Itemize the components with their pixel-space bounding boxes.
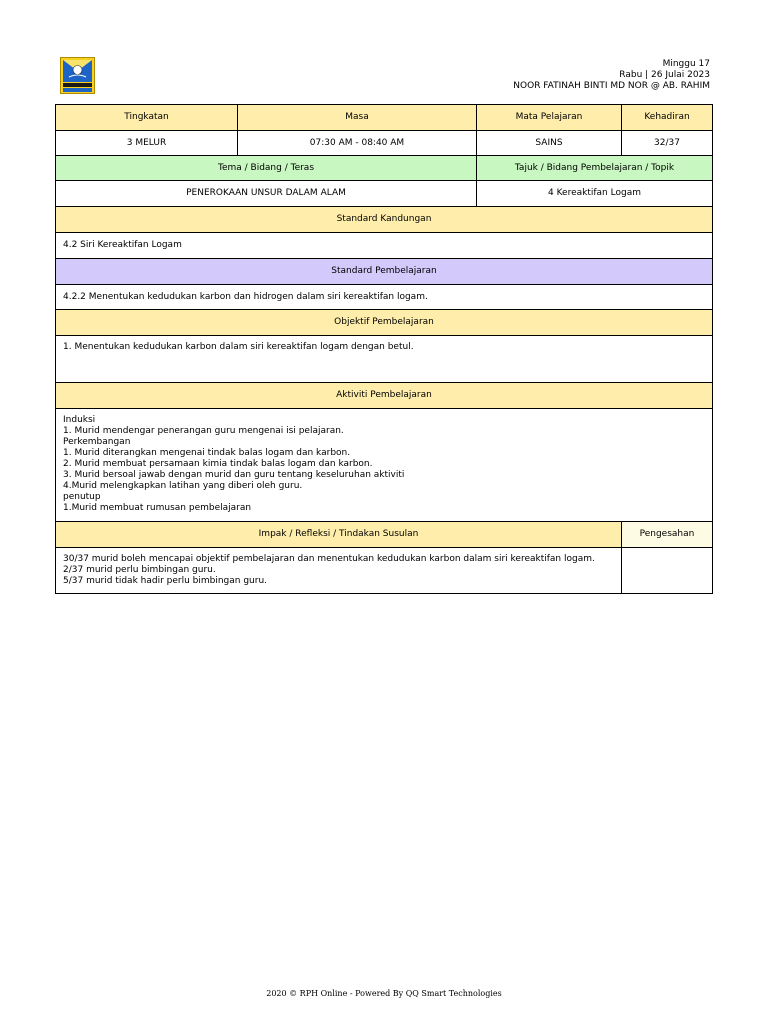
table-row (56, 310, 713, 336)
table-row (56, 548, 713, 594)
standard-pembelajaran-header: Standard Pembelajaran (56, 259, 713, 285)
teacher-name: NOOR FATINAH BINTI MD NOR @ AB. RAHIM (513, 81, 710, 91)
tingkatan-header: Tingkatan (56, 105, 238, 131)
kehadiran-header: Kehadiran (622, 105, 713, 131)
week-label: Minggu 17 (662, 59, 710, 69)
standard-kandungan-value: 4.2 Siri Kereaktifan Logam (56, 233, 713, 259)
kehadiran-value: 32/37 (622, 131, 713, 156)
table-row (56, 181, 713, 207)
masa-header: Masa (238, 105, 477, 131)
header-info (513, 59, 710, 92)
mata-pelajaran-value: SAINS (477, 131, 622, 156)
table-row (56, 207, 713, 233)
tajuk-header: Tajuk / Bidang Pembelajaran / Topik (477, 156, 713, 181)
date-label: Rabu | 26 Julai 2023 (619, 70, 710, 80)
page-footer: 2020 © RPH Online - Powered By QQ Smart Technologies (266, 989, 502, 998)
pengesahan-value (622, 548, 713, 594)
tajuk-value: 4 Kereaktifan Logam (477, 181, 713, 207)
objektif-value: 1. Menentukan kedudukan karbon dalam siri kereaktifan logam dengan betul. (56, 336, 713, 383)
table-row (56, 105, 713, 131)
mata-pelajaran-header: Mata Pelajaran (477, 105, 622, 131)
table-row (56, 285, 713, 310)
table-row (56, 259, 713, 285)
table-row (56, 336, 713, 383)
table-row (56, 131, 713, 156)
table-row (56, 156, 713, 181)
impak-header: Impak / Refleksi / Tindakan Susulan (56, 522, 622, 548)
lesson-plan-table (55, 104, 713, 594)
tingkatan-value: 3 MELUR (56, 131, 238, 156)
standard-kandungan-header: Standard Kandungan (56, 207, 713, 233)
impak-value: 30/37 murid boleh mencapai objektif pembelajaran dan menentukan kedudukan karbon dalam siri kereaktifan logam. 2/37 murid perlu bimbingan guru. 5/37 murid tidak hadir perlu bimbingan guru. (56, 548, 622, 594)
objektif-header: Objektif Pembelajaran (56, 310, 713, 336)
aktiviti-value: Induksi 1. Murid mendengar penerangan guru mengenai isi pelajaran. Perkembangan 1. Murid diterangkan mengenai tindak balas logam dan karbon. 2. Murid membuat persamaan kimia tindak balas logam dan karbon. 3. Murid bersoal jawab dengan murid dan guru tentang keseluruhan aktiviti 4.Murid melengkapkan latihan yang diberi oleh guru. penutup 1.Murid membuat rumusan pembelajaran (56, 409, 713, 522)
table-row (56, 522, 713, 548)
standard-pembelajaran-value: 4.2.2 Menentukan kedudukan karbon dan hidrogen dalam siri kereaktifan logam. (56, 285, 713, 310)
table-row (56, 383, 713, 409)
table-row (56, 233, 713, 259)
pengesahan-header: Pengesahan (622, 522, 713, 548)
masa-value: 07:30 AM - 08:40 AM (238, 131, 477, 156)
tema-header: Tema / Bidang / Teras (56, 156, 477, 181)
school-crest-icon (60, 57, 95, 94)
aktiviti-header: Aktiviti Pembelajaran (56, 383, 713, 409)
table-row (56, 409, 713, 522)
tema-value: PENEROKAAN UNSUR DALAM ALAM (56, 181, 477, 207)
